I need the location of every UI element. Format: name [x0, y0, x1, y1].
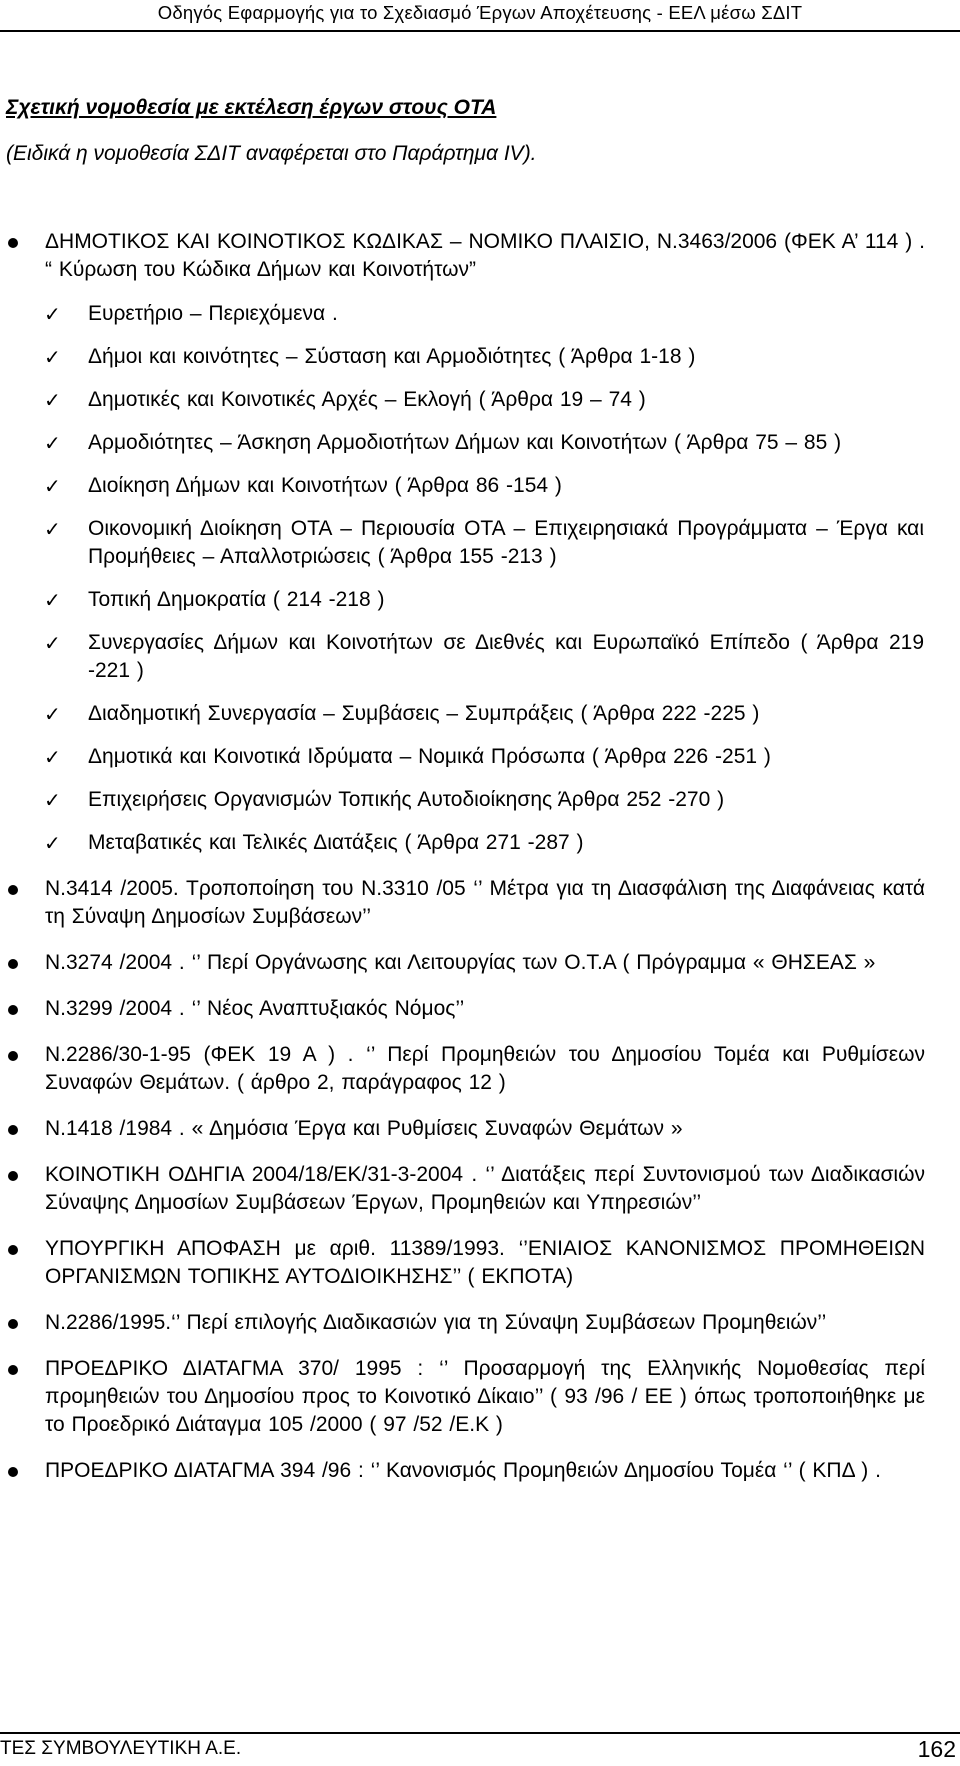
sub-list-item [0, 300, 960, 328]
list-item-text: ΠΡΟΕΔΡΙΚΟ ΔΙΑΤΑΓΜΑ 370/ 1995 : ‘’ Προσαρμογή της Ελληνικής Νομοθεσίας περί προμηθειών του Δημοσίου προς το Κοινοτικό Δίκαιο’’ ( 93 /96 / ΕΕ ) όπως τροποποιήθηκε με το Προεδρικό Διάταγμα 105 /2000 ( 97 /52 /Ε.Κ ) [45, 1357, 925, 1436]
bullet-icon [8, 1365, 18, 1375]
footer-company: ΤΕΣ ΣΥΜΒΟΥΛΕΥΤΙΚΗ Α.Ε. [0, 1738, 242, 1759]
page-header: Οδηγός Εφαρμογής για το Σχεδιασμό Έργων Αποχέτευσης - ΕΕΛ μέσω ΣΔΙΤ [157, 2, 803, 23]
bullet-icon [8, 959, 18, 969]
sub-list-item [0, 743, 960, 771]
list-item-text: ΔΗΜΟΤΙΚΟΣ ΚΑΙ ΚΟΙΝΟΤΙΚΟΣ ΚΩΔΙΚΑΣ – ΝΟΜΙΚΟ ΠΛΑΙΣΙΟ, Ν.3463/2006 (ΦΕΚ Α’ 114 ) . “ Κύρωση του Κώδικα Δήμων και Κοινοτήτων” [45, 230, 925, 281]
list-item-text: Ν.3299 /2004 . ‘’ Νέος Αναπτυξιακός Νόμος’’ [45, 997, 465, 1020]
sub-list-item-text: Οικονομική Διοίκηση ΟΤΑ – Περιουσία ΟΤΑ – Επιχειρησιακά Προγράμματα – Έργα και Προμήθειες – Απαλλοτριώσεις ( Άρθρα 155 -213 ) [88, 517, 924, 568]
sub-list-item-text: Συνεργασίες Δήμων και Κοινοτήτων σε Διεθνές και Ευρωπαϊκό Επίπεδο ( Άρθρα 219 -221 ) [88, 631, 924, 682]
list-item [0, 1457, 960, 1485]
list-item-text: Ν.2286/1995.‘’ Περί επιλογής Διαδικασιών για τη Σύναψη Συμβάσεων Προμηθειών’’ [45, 1311, 827, 1334]
legislation-list [0, 228, 960, 1503]
section-subtitle: (Ειδικά η νομοθεσία ΣΔΙΤ αναφέρεται στο Παράρτημα IV). [6, 142, 537, 165]
checkmark-icon: ✓ [44, 788, 61, 812]
bullet-icon [8, 1005, 18, 1015]
sub-list-item [0, 629, 960, 685]
list-item [0, 228, 960, 857]
sub-list-item-text: Διαδημοτική Συνεργασία – Συμβάσεις – Συμπράξεις ( Άρθρα 222 -225 ) [88, 702, 760, 725]
sub-list-item [0, 429, 960, 457]
checkmark-icon: ✓ [44, 474, 61, 498]
sub-list-item [0, 515, 960, 571]
bullet-icon [8, 1319, 18, 1329]
footer-divider [0, 1732, 960, 1734]
sub-list-item-text: Δήμοι και κοινότητες – Σύσταση και Αρμοδιότητες ( Άρθρα 1-18 ) [88, 345, 696, 368]
sub-list-item-text: Ευρετήριο – Περιεχόμενα . [88, 302, 338, 325]
checkmark-icon: ✓ [44, 345, 61, 369]
checkmark-icon: ✓ [44, 388, 61, 412]
list-item-text: Ν.1418 /1984 . « Δημόσια Έργα και Ρυθμίσεις Συναφών Θεμάτων » [45, 1117, 683, 1140]
bullet-icon [8, 1125, 18, 1135]
sub-list-item-text: Τοπική Δημοκρατία ( 214 -218 ) [88, 588, 385, 611]
bullet-icon [8, 1051, 18, 1061]
sub-list-item-text: Δημοτικές και Κοινοτικές Αρχές – Εκλογή ( Άρθρα 19 – 74 ) [88, 388, 646, 411]
sub-list-item [0, 829, 960, 857]
sub-list-item [0, 700, 960, 728]
checkmark-icon: ✓ [44, 517, 61, 541]
checkmark-icon: ✓ [44, 302, 61, 326]
list-item [0, 1235, 960, 1291]
list-item-text: ΥΠΟΥΡΓΙΚΗ ΑΠΟΦΑΣΗ με αριθ. 11389/1993. ‘’ΕΝΙΑΙΟΣ ΚΑΝΟΝΙΣΜΟΣ ΠΡΟΜΗΘΕΙΩΝ ΟΡΓΑΝΙΣΜΩΝ ΤΟΠΙΚΗΣ ΑΥΤΟΔΙΟΙΚΗΣΗΣ’’ ( ΕΚΠΟΤΑ) [45, 1237, 925, 1288]
section-title: Σχετική νομοθεσία με εκτέλεση έργων στους ΟΤΑ [6, 96, 497, 119]
list-item-text: ΚΟΙΝΟΤΙΚΗ ΟΔΗΓΙΑ 2004/18/ΕΚ/31-3-2004 . ‘’ Διατάξεις περί Συντονισμού των Διαδικασιών Σύναψης Δημοσίων Συμβάσεων Έργων, Προμηθειών και Υπηρεσιών’’ [45, 1163, 925, 1214]
list-item [0, 1041, 960, 1097]
sub-list-item [0, 343, 960, 371]
bullet-icon [8, 1171, 18, 1181]
list-item-text: Ν.2286/30-1-95 (ΦΕΚ 19 Α ) . ‘’ Περί Προμηθειών του Δημοσίου Τομέα και Ρυθμίσεων Συναφών Θεμάτων. ( άρθρο 2, παράγραφος 12 ) [45, 1043, 925, 1094]
list-item [0, 1115, 960, 1143]
list-item [0, 1309, 960, 1337]
bullet-icon [8, 1245, 18, 1255]
bullet-icon [8, 238, 18, 248]
list-item [0, 875, 960, 931]
list-item [0, 949, 960, 977]
sub-list-item-text: Αρμοδιότητες – Άσκηση Αρμοδιοτήτων Δήμων και Κοινοτήτων ( Άρθρα 75 – 85 ) [88, 431, 842, 454]
header-divider [0, 30, 960, 32]
bullet-icon [8, 885, 18, 895]
list-item-text: Ν.3274 /2004 . ‘’ Περί Οργάνωσης και Λειτουργίας των Ο.Τ.Α ( Πρόγραμμα « ΘΗΣΕΑΣ » [45, 951, 876, 974]
list-item [0, 1355, 960, 1439]
checkmark-icon: ✓ [44, 588, 61, 612]
checkmark-icon: ✓ [44, 631, 61, 655]
sub-list-item-text: Διοίκηση Δήμων και Κοινοτήτων ( Άρθρα 86 -154 ) [88, 474, 562, 497]
list-item [0, 995, 960, 1023]
sub-list-item-text: Μεταβατικές και Τελικές Διατάξεις ( Άρθρα 271 -287 ) [88, 831, 584, 854]
sub-list-item [0, 586, 960, 614]
list-item [0, 1161, 960, 1217]
list-item-text: Ν.3414 /2005. Τροποποίηση του Ν.3310 /05 ‘’ Μέτρα για τη Διασφάλιση της Διαφάνειας κατά τη Σύναψη Δημοσίων Συμβάσεων’’ [45, 877, 925, 928]
sub-list-item-text: Επιχειρήσεις Οργανισμών Τοπικής Αυτοδιοίκησης Άρθρα 252 -270 ) [88, 788, 725, 811]
checkmark-icon: ✓ [44, 702, 61, 726]
checkmark-icon: ✓ [44, 431, 61, 455]
list-item-text: ΠΡΟΕΔΡΙΚΟ ΔΙΑΤΑΓΜΑ 394 /96 : ‘’ Κανονισμός Προμηθειών Δημοσίου Τομέα ‘’ ( ΚΠΔ ) . [45, 1459, 881, 1482]
sub-list [0, 300, 960, 857]
checkmark-icon: ✓ [44, 831, 61, 855]
sub-list-item [0, 386, 960, 414]
sub-list-item [0, 472, 960, 500]
checkmark-icon: ✓ [44, 745, 61, 769]
sub-list-item [0, 786, 960, 814]
sub-list-item-text: Δημοτικά και Κοινοτικά Ιδρύματα – Νομικά Πρόσωπα ( Άρθρα 226 -251 ) [88, 745, 771, 768]
page-number: 162 [917, 1736, 956, 1762]
bullet-icon [8, 1467, 18, 1477]
